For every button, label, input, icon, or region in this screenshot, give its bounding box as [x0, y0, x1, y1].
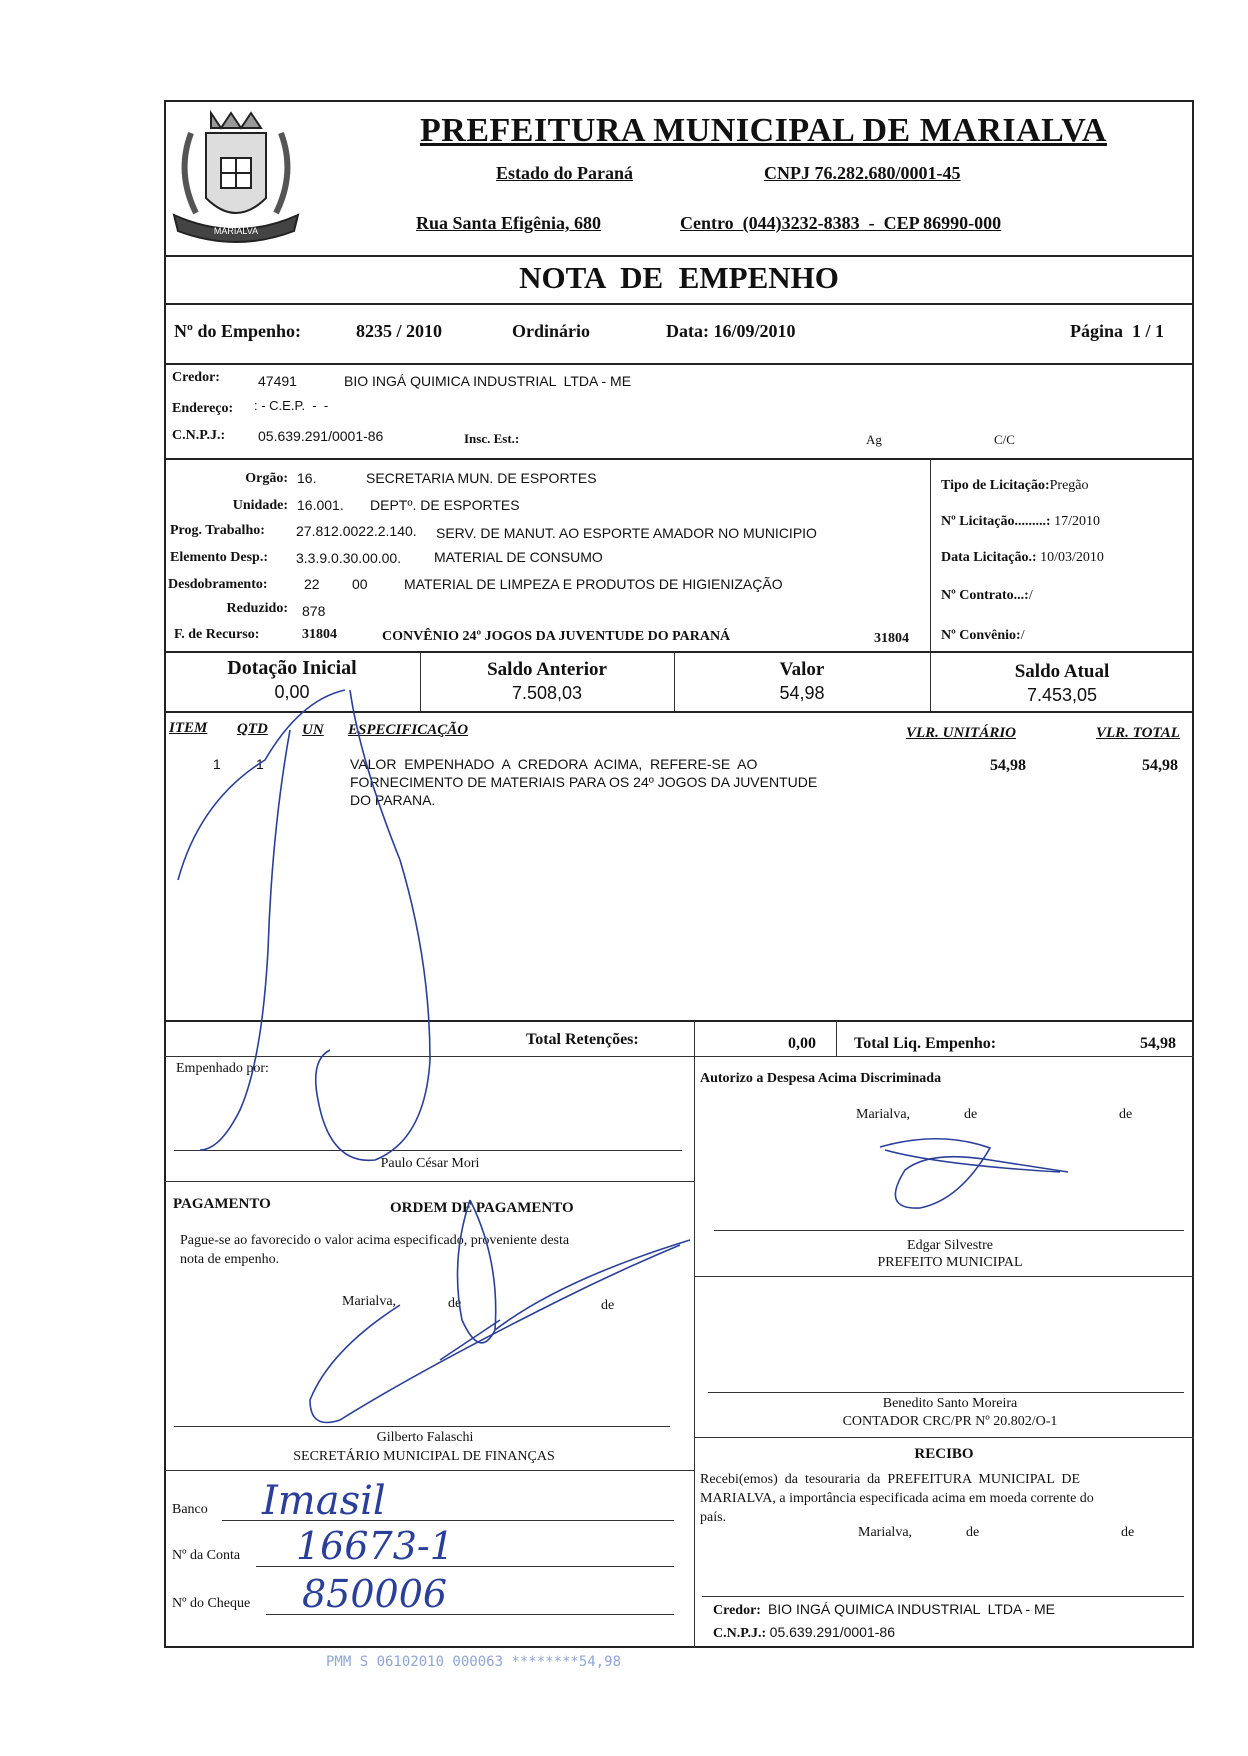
- convenio-label: Nº Convênio:: [941, 628, 1021, 643]
- cc-label: C/C: [994, 432, 1015, 447]
- ag-label: Ag: [866, 432, 882, 447]
- contador-role: CONTADOR CRC/PR Nº 20.802/O-1: [842, 1414, 1058, 1429]
- divider: [694, 1276, 1194, 1277]
- credor-code: 47491: [258, 373, 297, 389]
- divider: [164, 1056, 1194, 1057]
- tipo-licitacao-value: Pregão: [1049, 478, 1089, 493]
- item-desc-line2: FORNECIMENTO DE MATERIAIS PARA OS 24º JOGOS DA JUVENTUDE: [350, 774, 818, 790]
- contrato: [941, 588, 1033, 604]
- item-desc-line3: DO PARANA.: [350, 792, 436, 808]
- recurso-name: CONVÊNIO 24º JOGOS DA JUVENTUDE DO PARANÁ: [382, 629, 731, 644]
- divider: [164, 1020, 1194, 1022]
- convenio: [941, 628, 1025, 644]
- saldo-anterior-label: Saldo Anterior: [487, 659, 607, 680]
- divider: [164, 363, 1194, 365]
- pagamento-de-1: de: [448, 1296, 462, 1311]
- prog-name: SERV. DE MANUT. AO ESPORTE AMADOR NO MUNICIPIO: [436, 525, 817, 541]
- vlr-unitario-col-header: VLR. UNITÁRIO: [906, 725, 1017, 741]
- signature-line: [174, 1426, 670, 1427]
- divider: [164, 255, 1194, 257]
- contact-label: Centro (044)3232-8383 - CEP 86990-000: [680, 213, 1002, 233]
- divider: [694, 1056, 695, 1648]
- valor-label: Valor: [779, 659, 825, 680]
- saldo-atual-label: Saldo Atual: [1014, 661, 1110, 682]
- autorizo-de-2: de: [1119, 1107, 1133, 1122]
- address-label: Rua Santa Efigênia, 680: [416, 213, 602, 233]
- empenho-label: Nº do Empenho:: [174, 321, 301, 341]
- signature-line: [174, 1150, 682, 1151]
- vlr-total-col-header: VLR. TOTAL: [1096, 725, 1180, 741]
- recibo-credor-value: BIO INGÁ QUIMICA INDUSTRIAL LTDA - ME: [767, 1601, 1055, 1617]
- reduzido-label: Reduzido:: [226, 601, 288, 616]
- orgao-name: SECRETARIA MUN. DE ESPORTES: [366, 470, 597, 486]
- recibo-credor-label: Credor:: [713, 1603, 761, 1618]
- un-col-header: UN: [302, 722, 324, 738]
- secretario-role: SECRETÁRIO MUNICIPAL DE FINANÇAS: [293, 1449, 555, 1464]
- divider: [164, 651, 1194, 653]
- item-total-value: 54,98: [1142, 757, 1178, 774]
- unidade-label: Unidade:: [232, 498, 288, 513]
- empenho-date: Data: 16/09/2010: [666, 321, 796, 341]
- conta-value: 16673-1: [296, 1524, 454, 1568]
- divider: [164, 303, 1194, 305]
- num-licitacao: [941, 514, 1100, 530]
- data-licitacao-value: 10/03/2010: [1040, 550, 1104, 565]
- desdobramento-sub: 00: [352, 576, 368, 592]
- cheque-label: Nº do Cheque: [172, 1596, 251, 1611]
- recibo-city: Marialva,: [858, 1525, 913, 1540]
- divider: [164, 1181, 694, 1182]
- data-licitacao-label: Data Licitação.:: [941, 550, 1037, 565]
- recibo-cnpj: [713, 1624, 895, 1642]
- item-desc-line1: VALOR EMPENHADO A CREDORA ACIMA, REFERE-SE AO: [350, 756, 758, 772]
- desdobramento-code: 22: [304, 576, 320, 592]
- divider: [164, 1470, 694, 1471]
- endereco-value: : - C.E.P. - -: [254, 398, 329, 413]
- divider: [836, 1020, 837, 1056]
- num-licitacao-label: Nº Licitação.........:: [941, 514, 1051, 529]
- recurso-code: 31804: [302, 627, 337, 642]
- especificacao-col-header: ESPECIFICAÇÃO: [348, 722, 469, 738]
- total-retencoes-label: Total Retenções:: [526, 1031, 639, 1048]
- contrato-value: /: [1028, 588, 1033, 603]
- elemento-label: Elemento Desp.:: [170, 550, 268, 565]
- coat-of-arms-icon: [166, 103, 306, 253]
- prog-label: Prog. Trabalho:: [170, 523, 265, 538]
- dotacao-label: Dotação Inicial: [227, 657, 357, 679]
- pagamento-text-1: Pague-se ao favorecido o valor acima especificado, proveniente desta: [180, 1233, 570, 1248]
- qtd-col-header: QTD: [237, 721, 268, 737]
- endereco-label: Endereço:: [172, 401, 234, 416]
- cnpj-credor-value: 05.639.291/0001-86: [258, 428, 384, 444]
- recibo-de-1: de: [966, 1525, 980, 1540]
- signature-line: [708, 1392, 1184, 1393]
- divider: [164, 711, 1194, 713]
- saldo-atual-value: 7.453,05: [1026, 685, 1098, 705]
- banco-value: Imasil: [262, 1478, 386, 1524]
- empenhado-label: Empenhado por:: [176, 1061, 269, 1076]
- recibo-text-2: MARIALVA, a importância especificada acima em moeda corrente do: [700, 1491, 1094, 1506]
- divider: [694, 1020, 695, 1056]
- valor-value: 54,98: [779, 683, 825, 703]
- cnpj-label: CNPJ 76.282.680/0001-45: [764, 163, 961, 183]
- cnpj-credor-label: C.N.P.J.:: [172, 428, 226, 443]
- empenho-type: Ordinário: [512, 321, 591, 341]
- recibo-cnpj-label: C.N.P.J.:: [713, 1626, 767, 1641]
- empenhado-name: Paulo César Mori: [380, 1156, 480, 1171]
- tipo-licitacao-label: Tipo de Licitação:: [941, 478, 1050, 493]
- insc-label: Insc. Est.:: [464, 431, 520, 446]
- autorizo-city: Marialva,: [856, 1107, 911, 1122]
- empenho-number: 8235 / 2010: [356, 321, 443, 341]
- recibo-de-2: de: [1121, 1525, 1135, 1540]
- credor-label: Credor:: [172, 370, 220, 385]
- total-retencoes-value: 0,00: [788, 1035, 816, 1052]
- prefeito-role: PREFEITO MUNICIPAL: [877, 1255, 1023, 1270]
- contador-name: Benedito Santo Moreira: [882, 1396, 1018, 1411]
- desdobramento-name: MATERIAL DE LIMPEZA E PRODUTOS DE HIGIENIZAÇÃO: [404, 576, 783, 592]
- svg-text:MARIALVA: MARIALVA: [213, 226, 259, 236]
- banco-label: Banco: [172, 1502, 208, 1517]
- pagamento-de-2: de: [601, 1298, 615, 1313]
- orgao-label: Orgão:: [245, 471, 288, 486]
- divider: [164, 458, 1194, 460]
- contrato-label: Nº Contrato...:: [941, 588, 1029, 603]
- total-liquido-value: 54,98: [1140, 1035, 1176, 1052]
- secretario-name: Gilberto Falaschi: [376, 1430, 474, 1445]
- saldo-anterior-value: 7.508,03: [511, 683, 583, 703]
- total-liquido-label: Total Liq. Empenho:: [854, 1035, 997, 1052]
- convenio-value: /: [1020, 628, 1025, 643]
- payment-stamp: PMM S 06102010 000063 ********54,98: [326, 1654, 622, 1670]
- data-licitacao: [941, 550, 1104, 566]
- page-number: Página 1 / 1: [1070, 321, 1165, 341]
- pagamento-label: PAGAMENTO: [173, 1196, 271, 1212]
- credor-name: BIO INGÁ QUIMICA INDUSTRIAL LTDA - ME: [344, 373, 632, 389]
- dotacao-value: 0,00: [274, 682, 310, 702]
- recurso-label: F. de Recurso:: [174, 627, 260, 642]
- recibo-title: RECIBO: [914, 1446, 974, 1462]
- unidade-code: 16.001.: [297, 497, 344, 513]
- signature-line: [702, 1596, 1184, 1597]
- divider: [930, 458, 931, 651]
- orgao-code: 16.: [297, 470, 317, 486]
- item-unit-value: 54,98: [990, 757, 1026, 774]
- num-licitacao-value: 17/2010: [1054, 514, 1100, 529]
- reduzido-value: 878: [302, 603, 326, 619]
- unidade-name: DEPTº. DE ESPORTES: [370, 497, 520, 513]
- elemento-code: 3.3.9.0.30.00.00.: [296, 550, 402, 566]
- recibo-text-1: Recebi(emos) da tesouraria da PREFEITURA MUNICIPAL DE: [700, 1472, 1081, 1487]
- recurso-code-2: 31804: [874, 631, 909, 646]
- doc-title: NOTA DE EMPENHO: [519, 260, 839, 295]
- item-qtd: 1: [256, 756, 264, 772]
- org-title: PREFEITURA MUNICIPAL DE MARIALVA: [420, 112, 1107, 149]
- autorizo-de-1: de: [964, 1107, 978, 1122]
- conta-label: Nº da Conta: [172, 1548, 241, 1563]
- desdobramento-label: Desdobramento:: [168, 577, 268, 592]
- pagamento-text-2: nota de empenho.: [180, 1252, 280, 1267]
- recibo-cnpj-value: 05.639.291/0001-86: [769, 1624, 895, 1640]
- signature-line: [714, 1230, 1184, 1231]
- prefeito-name: Edgar Silvestre: [907, 1238, 993, 1253]
- pagamento-city: Marialva,: [342, 1294, 397, 1309]
- divider: [694, 1437, 1194, 1438]
- item-col-header: ITEM: [169, 720, 208, 736]
- cheque-value: 850006: [302, 1572, 448, 1616]
- autorizo-label: Autorizo a Despesa Acima Discriminada: [700, 1071, 942, 1086]
- prog-code: 27.812.0022.2.140.: [296, 523, 417, 539]
- elemento-name: MATERIAL DE CONSUMO: [434, 549, 603, 565]
- state-label: Estado do Paraná: [496, 163, 634, 183]
- tipo-licitacao: [941, 478, 1089, 494]
- recibo-credor: [713, 1601, 1055, 1619]
- recibo-text-3: país.: [700, 1510, 727, 1525]
- ordem-pagamento-label: ORDEM DE PAGAMENTO: [390, 1200, 574, 1216]
- item-number: 1: [213, 756, 221, 772]
